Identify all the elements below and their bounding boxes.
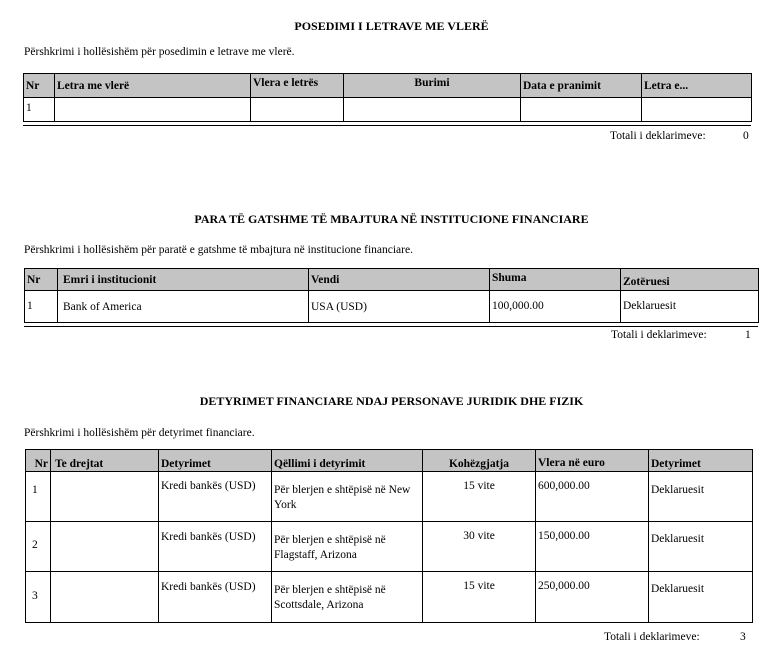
header-cell: Shuma (490, 269, 621, 291)
header-cell: Te drejtat (51, 450, 159, 472)
table-cell (55, 98, 251, 122)
header-cell: Detyrimet (649, 450, 753, 472)
table-cell: 15 vite (423, 472, 536, 522)
header-cell: Vlera e letrës (251, 74, 344, 98)
table-header-row (26, 450, 753, 472)
section2-total-value: 1 (745, 329, 751, 341)
section3-description: Përshkrimi i hollësishëm për detyrimet financiare. (24, 427, 255, 439)
table-header-row (24, 74, 752, 98)
section2-description: Përshkrimi i hollësishëm për paratë e gatshme të mbajtura në institucione financiare. (24, 244, 413, 256)
securities-table (23, 73, 752, 122)
section1-description: Përshkrimi i hollësishëm për posedimin e letrave me vlerë. (24, 46, 295, 58)
table-cell (51, 522, 159, 572)
header-cell: Data e pranimit (521, 74, 642, 98)
cash-table (24, 268, 759, 323)
header-cell: Vlera në euro (536, 450, 649, 472)
header-cell: Letra e... (642, 74, 752, 98)
header-cell: Qëllimi i detyrimit (272, 450, 423, 472)
table-row (24, 98, 752, 122)
header-cell: Vendi (309, 269, 490, 291)
liabilities-table (25, 449, 753, 623)
table-cell: 30 vite (423, 522, 536, 572)
row-number: 1 (24, 98, 55, 122)
header-cell: Nr (26, 450, 51, 472)
total-label: Totali i deklarimeve: (604, 631, 700, 643)
table-cell: Deklaruesit (649, 472, 753, 522)
table-bottom-rule (23, 125, 751, 126)
table-cell: Bank of America (58, 291, 309, 323)
table-cell (642, 98, 752, 122)
table-cell: Deklaruesit (649, 522, 753, 572)
table-row (26, 472, 753, 522)
table-cell: 600,000.00 (536, 472, 649, 522)
table-cell: Kredi bankës (USD) (159, 522, 272, 572)
section2-total (611, 329, 707, 341)
row-number: 1 (25, 291, 58, 323)
table-header-row (25, 269, 759, 291)
table-bottom-rule (25, 622, 752, 623)
header-cell: Burimi (344, 74, 521, 98)
table-cell: Kredi bankës (USD) (159, 572, 272, 623)
header-cell: Emri i institucionit (58, 269, 309, 291)
header-cell: Nr (24, 74, 55, 98)
table-cell (51, 472, 159, 522)
table-cell: 100,000.00 (490, 291, 621, 323)
row-number: 3 (26, 572, 51, 623)
table-cell: Deklaruesit (649, 572, 753, 623)
table-cell (344, 98, 521, 122)
table-cell: Për blerjen e shtëpisë në Flagstaff, Arizona (272, 522, 423, 572)
section1-title: POSEDIMI I LETRAVE ME VLERË (294, 19, 489, 33)
row-number: 2 (26, 522, 51, 572)
table-cell: Kredi bankës (USD) (159, 472, 272, 522)
section3-total (604, 631, 700, 643)
section1-total (610, 130, 706, 142)
section2-title: PARA TË GATSHME TË MBAJTURA NË INSTITUCIONE FINANCIARE (194, 212, 589, 226)
total-label: Totali i deklarimeve: (610, 130, 706, 142)
total-label: Totali i deklarimeve: (611, 329, 707, 341)
table-cell: 150,000.00 (536, 522, 649, 572)
table-cell (521, 98, 642, 122)
section1-total-value: 0 (743, 130, 749, 142)
table-cell: USA (USD) (309, 291, 490, 323)
table-cell (51, 572, 159, 623)
table-row (26, 572, 753, 623)
table-cell: 15 vite (423, 572, 536, 623)
header-cell: Nr (25, 269, 58, 291)
table-cell: Për blerjen e shtëpisë në Scottsdale, Arizona (272, 572, 423, 623)
header-cell: Kohëzgjatja (423, 450, 536, 472)
table-row (26, 522, 753, 572)
section3-title: DETYRIMET FINANCIARE NDAJ PERSONAVE JURIDIK DHE FIZIK (199, 394, 584, 408)
row-number: 1 (26, 472, 51, 522)
table-cell: Deklaruesit (621, 291, 759, 323)
header-cell: Letra me vlerë (55, 74, 251, 98)
table-bottom-rule (24, 326, 758, 327)
section3-total-value: 3 (740, 631, 746, 643)
table-cell: 250,000.00 (536, 572, 649, 623)
table-cell: Për blerjen e shtëpisë në New York (272, 472, 423, 522)
table-row (25, 291, 759, 323)
header-cell: Detyrimet (159, 450, 272, 472)
table-cell (251, 98, 344, 122)
header-cell: Zotëruesi (621, 269, 759, 291)
